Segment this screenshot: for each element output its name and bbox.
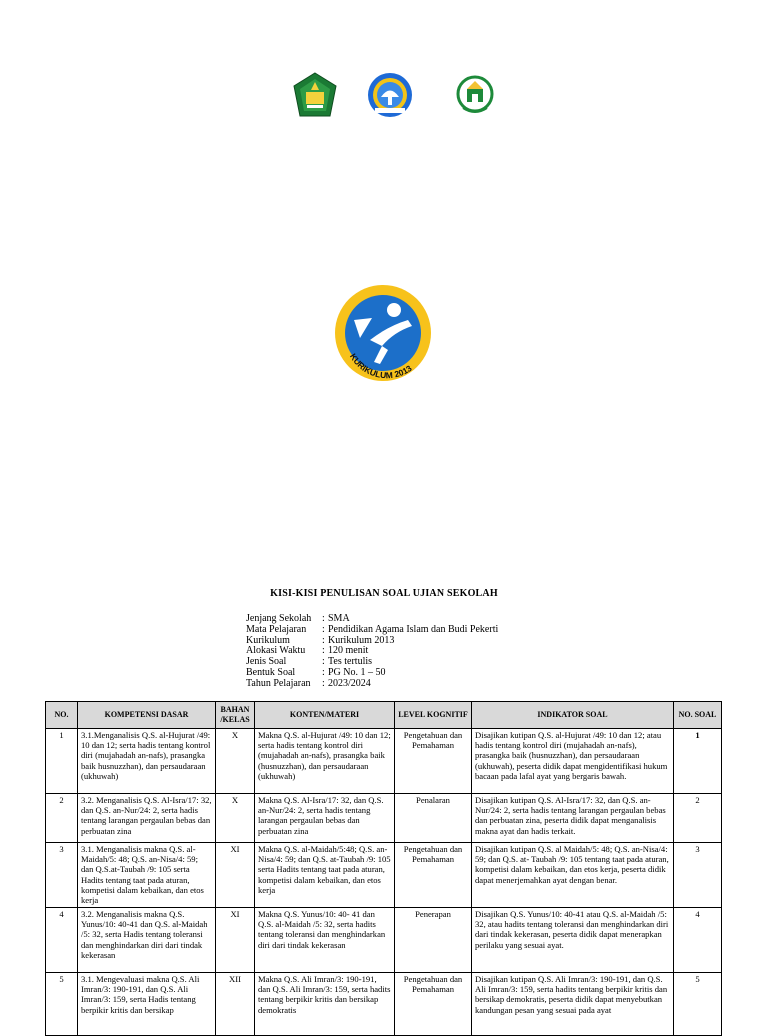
document-title: KISI-KISI PENULISAN SOAL UJIAN SEKOLAH [270,588,498,599]
cell-no-soal: 3 [674,843,722,908]
cell-kelas: XI [216,908,255,973]
cell-no-soal: 5 [674,973,722,1036]
info-separator: : [322,613,325,624]
cell-materi: Makna Q.S. al-Hujurat /49: 10 dan 12; serta hadis tentang kontrol diri (mujahadah an-nafs), prasangka baik (husnuzzhan), dan persaudaraan (ukhuwah) [255,729,395,794]
cell-kompetensi-dasar: 3.1. Menganalisis makna Q.S. al-Maidah/5: 48; Q.S. an-Nisa/4: 59; dan Q.S.at-Taubah /9: 105 serta Hadits tentang taat pada aturan, kompetisi dalam kebaikan, dan etos kerja [78,843,216,908]
header-konten-materi: KONTEN/MATERI [255,702,395,729]
tut-wuri-handayani-logo [367,72,413,118]
cell-kompetensi-dasar: 3.1. Mengevaluasi makna Q.S. Ali Imran/3: 190-191, dan Q.S. Ali Imran/3: 159, serta Hadis tentang berpikir kritis dan bersikap [78,973,216,1036]
info-separator: : [322,634,325,646]
info-label: Tahun Pelajaran [246,677,311,689]
table-header-row [46,702,722,729]
header-level-kognitif: LEVEL KOGNITIF [395,702,472,729]
cell-level: Penerapan [395,908,472,973]
cell-kompetensi-dasar: 3.2. Menganalisis Q.S. Al-Isra/17: 32, dan Q.S. an-Nur/24: 2, serta hadis tentang larangan pergaulan bebas dan perbuatan zina [78,794,216,843]
cell-level: Penalaran [395,794,472,843]
header-logos [0,72,768,122]
cell-kelas: X [216,729,255,794]
info-value: Tes tertulis [328,656,373,668]
kisi-kisi-table [45,701,722,1036]
info-row-tahun [246,679,498,690]
info-value: 2023/2024 [328,677,371,689]
kurikulum-2013-logo [330,280,436,386]
cell-indikator: Disajikan kutipan Q.S. al Maidah/5: 48; Q.S. an-Nisa/4: 59; dan Q.S. at- Taubah /9: 105 tentang taat pada aturan, kompetisi dalam kebaikan, dan etos kerja, peserta didik dapat menerjemahkan ayat dengan benar. [472,843,674,908]
table-row [46,908,722,973]
info-label: Alokasi Waktu [246,645,306,657]
cell-no: 4 [46,908,78,973]
info-separator: : [322,623,325,635]
cell-no-soal: 2 [674,794,722,843]
info-separator: : [322,645,325,657]
info-value: 120 menit [328,645,369,657]
cell-level: Pengetahuan dan Pemahaman [395,973,472,1036]
info-value: Kurikulum 2013 [328,634,395,646]
cell-materi: Makna Q.S. Yunus/10: 40- 41 dan Q.S. al-Maidah /5: 32, serta hadits tentang toleransi dan menghindarkan diri dari tindak kekerasan [255,908,395,973]
cell-indikator: Disajikan kutipan Q.S. Ali Imran/3: 190-191, dan Q.S. Ali Imran/3: 159, serta hadits tentang berpikir kritis dan bersikap demokratis, peserta didik dapat menyebutkan kandungan pesan yang sesuai pada ayat [472,973,674,1036]
k13-logo-text: KURIKULUM 2013 [347,351,414,381]
cell-kelas: XII [216,973,255,1036]
info-value: SMA [328,613,350,624]
info-row-mapel [246,625,498,636]
cell-kompetensi-dasar: 3.2. Menganalisis makna Q.S. Yunus/10: 40-41 dan Q.S. al-Maidah /5: 32, serta Hadis tentang toleransi dan menghindarkan diri dari tindak kekerasan [78,908,216,973]
table-row [46,843,722,908]
info-label: Kurikulum [246,634,290,646]
info-label: Bentuk Soal [246,666,296,678]
cell-materi: Makna Q.S. Ali Imran/3: 190-191, dan Q.S. Ali Imran/3: 159, serta hadits tentang berpikir kritis dan bersikap demokratis [255,973,395,1036]
header-no: NO. [46,702,78,729]
cell-kompetensi-dasar: 3.1.Menganalisis Q.S. al-Hujurat /49: 10 dan 12; serta hadis tentang kontrol diri (mujahadah an-nafs), prasangka baik husnuzzhan), dan persaudaraan (ukhuwah) [78,729,216,794]
table-row [46,794,722,843]
cell-materi: Makna Q.S. al-Maidah/5:48; Q.S. an-Nisa/4: 59; dan Q.S. at-Taubah /9: 105 serta Hadits tentang taat pada aturan, kompetisi dalam kebaikan, dan etos kerja [255,843,395,908]
cell-no: 3 [46,843,78,908]
cell-level: Pengetahuan dan Pemahaman [395,729,472,794]
info-value: PG No. 1 – 50 [328,666,386,678]
cell-no: 1 [46,729,78,794]
cell-materi: Makna Q.S. Al-Isra/17: 32, dan Q.S. an-Nur/24: 2, serta hadis tentang larangan pergaulan bebas dan perbuatan zina [255,794,395,843]
info-label: Mata Pelajaran [246,623,307,635]
info-label: Jenis Soal [246,656,287,668]
info-separator: : [322,656,325,668]
info-label: Jenjang Sekolah [246,613,312,624]
cell-no-soal: 4 [674,908,722,973]
info-value: Pendidikan Agama Islam dan Budi Pekerti [328,623,499,635]
header-bahan-kelas: BAHAN /KELAS [216,702,255,729]
cell-no: 5 [46,973,78,1036]
cell-kelas: X [216,794,255,843]
cell-no-soal: 1 [674,729,722,794]
cell-kelas: XI [216,843,255,908]
header-no-soal: NO. SOAL [674,702,722,729]
header-indikator-soal: INDIKATOR SOAL [472,702,674,729]
cell-no: 2 [46,794,78,843]
madrasah-logo [456,72,494,118]
info-separator: : [322,677,325,689]
cell-indikator: Disajikan kutipan Q.S. Al-Isra/17: 32, dan Q.S. an-Nur/24: 2, serta hadis tentang larangan pergaulan bebas dan perbuatan zina, peserta didik dapat menganalisis makna ayat dan hadis terkait. [472,794,674,843]
table-row [46,973,722,1036]
cell-level: Pengetahuan dan Pemahaman [395,843,472,908]
kemenag-logo [292,72,338,118]
table-row [46,729,722,794]
document-info [246,614,498,690]
info-separator: : [322,666,325,678]
header-kompetensi-dasar: KOMPETENSI DASAR [78,702,216,729]
cell-indikator: Disajikan Q.S. Yunus/10: 40-41 atau Q.S. al-Maidah /5: 32, atau hadits tentang toleransi dan menghindarkan diri dari tindak kekerasan, peserta didik dapat menerapkan perilaku yang sesuai ayat. [472,908,674,973]
cell-indikator: Disajikan kutipan Q.S. al-Hujurat /49: 10 dan 12; atau hadis tentang kontrol diri (mujahadah an-nafs), prasangka baik (husnuzzhan), dan persaudaraan (ukhuwah), peserta didik dapat mengidentifikasi hukum bacaan pada lafal ayat yang bergaris bawah. [472,729,674,794]
